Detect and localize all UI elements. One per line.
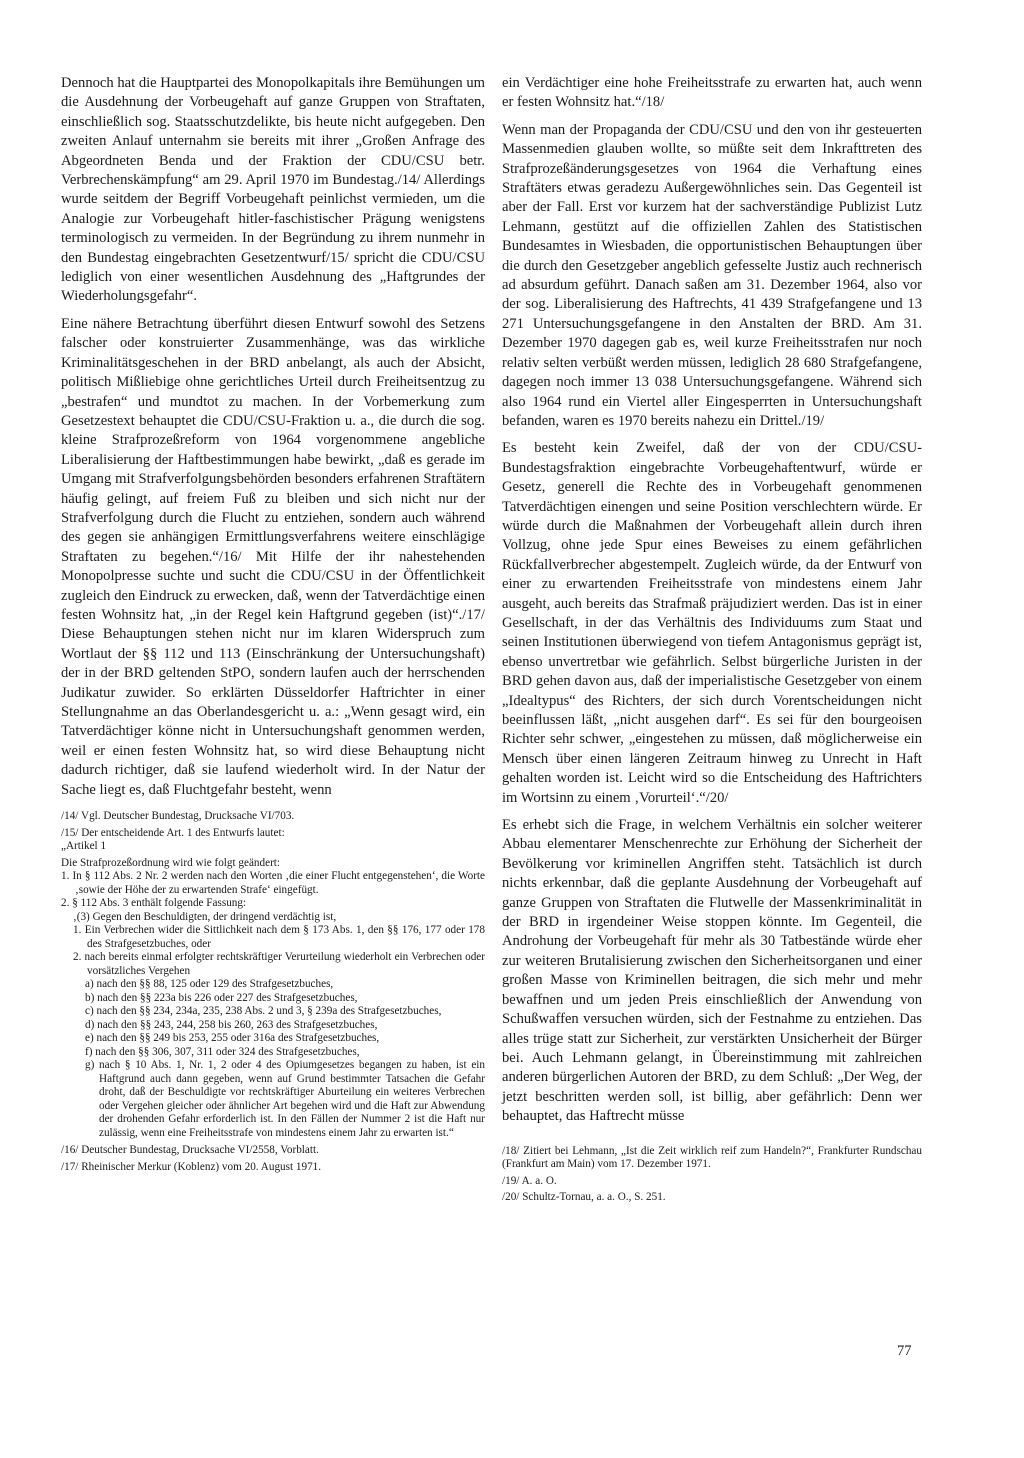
footnote-15-line: 1. Ein Verbrechen wider die Sittlichkeit nach dem § 173 Abs. 1, den §§ 176, 177 oder 178 des Strafgesetzbuches, oder (73, 924, 485, 950)
footnotes-left (61, 810, 485, 1174)
right-column (502, 74, 922, 1208)
footnote-15-article: „Artikel 1 (61, 840, 107, 853)
left-column (61, 74, 485, 1177)
footnote-19: /19/ A. a. O. (502, 1174, 557, 1187)
page-number: 77 (897, 1343, 912, 1359)
footnote-15-line: c) nach den §§ 234, 234a, 235, 238 Abs. 2 und 3, § 239a des Strafgesetzbuches, (85, 1005, 442, 1018)
body-paragraph: Eine nähere Betrachtung überführt diesen Entwurf sowohl des Setzens falscher oder konstruierter Zusammenhänge, was das wirkliche Kriminalitätsgeschehen in der BRD anbelangt, als auch der Absicht, politisch Mißliebige ohne gerichtliches Urteil durch Freiheitsentzug zu „bestrafen“ und mundtot zu machen. In der Vorbemerkung zum Gesetzestext behauptet die CDU/CSU-Fraktion u. a., die durch die sog. kleine Strafprozeßreform von 1964 vorgenommene angebliche Liberalisierung der Haftbestimmungen habe bewirkt, „daß es gerade im Umgang mit Strafverfolgungsbehörden besonders erfahrenen Straftätern häufig gelingt, auf freiem Fuß zu bleiben und sich nicht nur der Strafverfolgung durch die Flucht zu entziehen, sondern auch während des gegen sie anhängigen Ermittlungsverfahrens weitere einschlägige Straftaten zu begehen.“/16/ Mit Hilfe der ihr nahestehenden Monopolpresse suchte und sucht die CDU/CSU in der Öffentlichkeit zugleich den Eindruck zu erwecken, daß, wenn der Tatverdächtige einen festen Wohnsitz hat, „in der Regel kein Haftgrund gegeben (ist)“./17/ Diese Behauptungen stehen nicht nur im klaren Widerspruch zum Wortlaut der §§ 112 und 113 (Einschränkung der Untersuchungshaft) der in der BRD geltenden StPO, sondern laufen auch der herrschenden Judikatur zuwider. So erklärten Düsseldorfer Haftrichter in einer Stellungnahme an das Oberlandesgericht u. a.: „Wenn gesagt wird, ein Tatverdächtiger könne nicht in Untersuchungshaft genommen werden, weil er einen festen Wohnsitz hat, so wird diese Behauptung nicht dadurch richtiger, daß sie laufend wiederholt wird. In der Natur der Sache liegt es, daß Fluchtgefahr besteht, wenn (61, 315, 485, 798)
footnote-17: /17/ Rheinischer Merkur (Koblenz) vom 20. August 1971. (61, 1160, 322, 1173)
footnote-15-line: b) nach den §§ 223a bis 226 oder 227 des Strafgesetzbuches, (85, 991, 358, 1004)
footnote-18: /18/ Zitiert bei Lehmann, „Ist die Zeit wirklich reif zum Handeln?“, Frankfurter Rundschau (Frankfurt am Main) vom 17. Dezember 1971. (502, 1144, 922, 1171)
footnote-20: /20/ Schultz-Tornau, a. a. O., S. 251. (502, 1191, 666, 1204)
footnote-15-line: 2. nach bereits einmal erfolgter rechtskräftiger Verurteilung wiederholt ein Verbrechen oder vorsätzliches Vergehen (73, 951, 485, 977)
footnote-15-line: Die Strafprozeßordnung wird wie folgt geändert: (61, 856, 281, 869)
footnote-15-line: a) nach den §§ 88, 125 oder 129 des Strafgesetzbuches, (85, 978, 334, 991)
footnote-15-body (61, 857, 485, 1141)
footnote-15-line: g) nach § 10 Abs. 1, Nr. 1, 2 oder 4 des Opiumgesetzes begangen zu haben, ist ein Haftgrund auch dann gegeben, wenn auf Grund bestimmter Tatsachen die Gefahr droht, daß der Beschuldigte vor rechtskräftiger Aburteilung ein weiteres Verbrechen oder Vergehen gleicher oder ähnlicher Art begehen wird und die Haft zur Abwendung der drohenden Gefahr erforderlich ist. In den Fällen der Nummer 2 ist die Haft nur zulässig, wenn eine Freiheitsstrafe von mindestens einem Jahr zu erwarten ist.“ (85, 1059, 485, 1139)
footnote-15-line: e) nach den §§ 249 bis 253, 255 oder 316a des Strafgesetzbuches, (85, 1032, 380, 1045)
footnote-15-line: 2. § 112 Abs. 3 enthält folgende Fassung: (61, 897, 247, 910)
footnote-14: /14/ Vgl. Deutscher Bundestag, Drucksache VI/703. (61, 810, 295, 823)
body-paragraph: Dennoch hat die Hauptpartei des Monopolkapitals ihre Bemühungen um die Ausdehnung der Vorbeugehaft auf ganze Gruppen von Straftaten, einschließlich sog. Staatsschutzdelikte, bis heute nicht aufgegeben. Den zweiten Anlauf unternahm sie bereits mit ihrer „Großen Anfrage des Abgeordneten Benda und der Fraktion der CDU/CSU betr. Verbrechenskämpfung“ am 29. April 1970 im Bundestag./14/ Allerdings wurde seitdem der Begriff Vorbeugehaft peinlichst vermieden, um die Analogie zur Vorbeugehaft hitler-faschistischer Prägung wenigstens terminologisch zu vermeiden. In der Begründung zu ihrem nunmehr in den Bundestag eingebrachten Gesetzentwurf/15/ spricht die CDU/CSU lediglich von einer wesentlichen Ausdehnung des „Haftgrundes der Wiederholungsgefahr“. (61, 75, 485, 305)
footnote-15-line: ‚(3) Gegen den Beschuldigten, der dringend verdächtig ist, (73, 910, 337, 923)
footnotes-right (502, 1145, 922, 1205)
body-paragraph: Es erhebt sich die Frage, in welchem Verhältnis ein solcher weiterer Abbau elementarer Menschenrechte zur Erhöhung der Sicherheit der Bevölkerung vor kriminellen Angriffen steht. Tatsächlich ist durch nichts erkennbar, daß die geplante Ausdehnung der Vorbeugehaft auf ganze Gruppen von Straftaten die Flutwelle der Massenkriminalität in der BRD in irgendeiner Weise stoppen könnte. Im Gegenteil, die Androhung der Vorbeugehaft für mehr als 30 Tatbestände würde eher zur weiteren Brutalisierung zwischen den Sicherheitsorganen und einer großen Masse von Kriminellen beitragen, die sich mehr und mehr bewaffnen und um jeden Preis einschließlich der Anwendung von Schußwaffen versuchen würden, sich der Festnahme zu entziehen. Das alles trüge statt zur Sicherheit, zur verstärkten Unsicherheit der Bürger bei. Auch Lehmann gelangt, in Übereinstimmung mit zahlreichen anderen bürgerlichen Autoren der BRD, zu dem Schluß: „Der Weg, der jetzt beschritten werden soll, ist billig, aber gefährlich: Denn wer behauptet, das Haftrecht müsse (502, 817, 922, 1125)
footnote-15-intro: /15/ Der entscheidende Art. 1 des Entwurfs lautet: (61, 826, 285, 839)
body-paragraph: Es besteht kein Zweifel, daß der von der CDU/CSU-Bundestagsfraktion eingebrachte Vorbeugehaftentwurf, würde er Gesetz, generell die Rechte des in Vorbeugehaft genommenen Tatverdächtigen einengen und seine Position verschlechtern würde. Er würde durch die Maßnahmen der Vorbeugehaft allein durch ihren Vollzug, ohne jede Spur eines Beweises zu einem gefährlichen Rückfallverbrecher abgestempelt. Zugleich würde, da der Entwurf von einer zu erwartenden Freiheitsstrafe von mindestens einem Jahr ausgeht, auch bereits das Strafmaß präjudiziert werden. Das ist in einer Gesellschaft, in der das Verhältnis des Individuums zum Staat und seinen Institutionen überwiegend von tiefem Antagonismus geprägt ist, ebenso unvertretbar wie gefährlich. Selbst bürgerliche Juristen in der BRD gehen davon aus, daß der imperialistische Gesetzgeber von einem „Idealtypus“ des Richters, der sich durch Vorentscheidungen nicht beeinflussen läßt, „nicht ausgehen darf“. Es sei für den bourgeoisen Richter sehr schwer, „eingestehen zu müssen, daß möglicherweise ein Mensch über einen längeren Zeitraum hinweg zu Unrecht in Haft gehalten worden ist. Leicht wird so die Entscheidung des Haftrichters im Wortsinn zu einem ‚Vorurteil‘.“/20/ (502, 440, 922, 806)
body-paragraph: Wenn man der Propaganda der CDU/CSU und den von ihr gesteuerten Massenmedien glauben wollte, so müßte seit dem Inkrafttreten des Strafprozeßänderungsgesetzes von 1964 die Verhaftung eines Straftäters etwas geradezu Außergewöhnliches sein. Das Gegenteil ist aber der Fall. Erst vor kurzem hat der sachverständige Publizist Lutz Lehmann, gestützt auf die offiziellen Zahlen des Statistischen Bundesamtes in Wiesbaden, die opportunistischen Behauptungen über die durch den Gesetzgeber angeblich gefesselte Justiz auch rechnerisch ad absurdum geführt. Danach saßen am 31. Dezember 1964, also vor der sog. Liberalisierung des Haftrechts, 41 439 Strafgefangene und 13 271 Untersuchungsgefangene in den Anstalten der BRD. Am 31. Dezember 1970 dagegen gab es, weil kurze Freiheitsstrafen nur noch relativ selten verbüßt werden müssen, lediglich 28 680 Strafgefangene, dagegen noch immer 13 038 Untersuchungsgefangene. Während sich also 1964 rund ein Viertel aller Eingesperrten in Untersuchungshaft befanden, waren es 1970 bereits nahezu ein Drittel./19/ (502, 121, 922, 429)
footnote-15-line: 1. In § 112 Abs. 2 Nr. 2 werden nach den Worten ‚die einer Flucht entgegenstehen‘, die Worte ‚sowie der Höhe der zu erwartenden Strafe‘ eingefügt. (61, 870, 485, 896)
footnote-16: /16/ Deutscher Bundestag, Drucksache VI/2558, Vorblatt. (61, 1144, 319, 1157)
footnote-15-line: f) nach den §§ 306, 307, 311 oder 324 des Strafgesetzbuches, (85, 1045, 360, 1058)
footnote-15-line: d) nach den §§ 243, 244, 258 bis 260, 263 des Strafgesetzbuches, (85, 1018, 378, 1031)
body-paragraph: ein Verdächtiger eine hohe Freiheitsstrafe zu erwarten hat, auch wenn er festen Wohnsitz hat.“/18/ (502, 75, 922, 111)
